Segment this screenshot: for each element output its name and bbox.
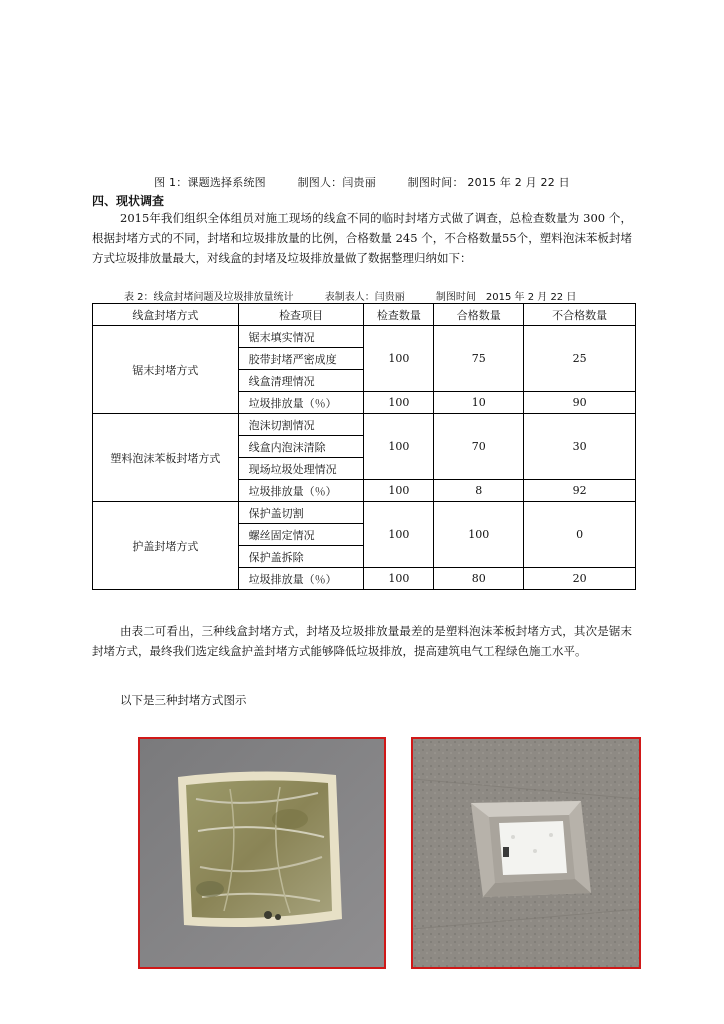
item-cell: 线盒清理情况: [238, 370, 364, 392]
header-fail: 不合格数量: [524, 304, 636, 326]
waste-label-cell: 垃圾排放量（％）: [238, 480, 364, 502]
waste-label-cell: 垃圾排放量（％）: [238, 392, 364, 414]
waste-check-cell: 100: [364, 392, 434, 414]
waste-pass-cell: 8: [434, 480, 524, 502]
header-item: 检查项目: [238, 304, 364, 326]
item-cell: 保护盖切割: [238, 502, 364, 524]
waste-pass-cell: 10: [434, 392, 524, 414]
figure-caption-time: 制图时间： 2015 年 2 月 22 日: [407, 176, 570, 189]
pass-cell: 75: [434, 326, 524, 392]
foam-box-image: [413, 739, 639, 967]
sawdust-box-image: [140, 739, 384, 967]
fail-cell: 30: [524, 414, 636, 480]
table-header-row: [93, 304, 636, 326]
table-row: [93, 326, 636, 348]
waste-fail-cell: 90: [524, 392, 636, 414]
header-method: 线盒封堵方式: [93, 304, 239, 326]
pass-cell: 100: [434, 502, 524, 568]
waste-check-cell: 100: [364, 480, 434, 502]
item-cell: 保护盖拆除: [238, 546, 364, 568]
check-cell: 100: [364, 502, 434, 568]
pass-cell: 70: [434, 414, 524, 480]
method-cell: 护盖封堵方式: [93, 502, 239, 590]
waste-check-cell: 100: [364, 568, 434, 590]
table-caption: [124, 288, 644, 303]
item-cell: 线盒内泡沫清除: [238, 436, 364, 458]
paragraph-figures-intro: 以下是三种封堵方式图示: [120, 693, 247, 707]
item-cell: 泡沫切割情况: [238, 414, 364, 436]
statistics-table: [92, 303, 636, 590]
table-row: [93, 502, 636, 524]
item-cell: 现场垃圾处理情况: [238, 458, 364, 480]
fail-cell: 0: [524, 502, 636, 568]
item-cell: 螺丝固定情况: [238, 524, 364, 546]
check-cell: 100: [364, 414, 434, 480]
waste-fail-cell: 92: [524, 480, 636, 502]
item-cell: 胶带封堵严密成度: [238, 348, 364, 370]
item-cell: 锯末填实情况: [238, 326, 364, 348]
method-cell: 塑料泡沫苯板封堵方式: [93, 414, 239, 502]
fail-cell: 25: [524, 326, 636, 392]
paragraph-survey: 2015年我们组织全体组员对施工现场的线盒不同的临时封堵方式做了调查，总检查数量为 300 个，根据封堵方式的不同，封堵和垃圾排放量的比例，合格数量 245 个，不合格数量55个，塑料泡沫苯板封堵方式垃圾排放量最大，对线盒的封堵及垃圾排放量做了数据整理归纳如下：: [92, 211, 632, 265]
paragraph-conclusion: 由表二可看出，三种线盒封堵方式，封堵及垃圾排放量最差的是塑料泡沫苯板封堵方式，其次是锯末封堵方式，最终我们选定线盒护盖封堵方式能够降低垃圾排放，提高建筑电气工程绿色施工水平。: [92, 624, 632, 658]
waste-fail-cell: 20: [524, 568, 636, 590]
table-caption-time: 制图时间 2015 年 2 月 22 日: [435, 292, 577, 303]
method-cell: 锯末封堵方式: [93, 326, 239, 414]
check-cell: 100: [364, 326, 434, 392]
foam-box-photo: [411, 737, 641, 969]
waste-label-cell: 垃圾排放量（％）: [238, 568, 364, 590]
section-title: 四、现状调查: [92, 194, 165, 208]
figure-caption: [0, 174, 724, 190]
figure-caption-title: 图 1：课题选择系统图: [154, 176, 266, 189]
table-row: [93, 414, 636, 436]
figure-caption-author: 制图人：闫贵丽: [297, 176, 376, 189]
sawdust-box-photo: [138, 737, 386, 969]
waste-pass-cell: 80: [434, 568, 524, 590]
header-pass: 合格数量: [434, 304, 524, 326]
table-caption-author: 表制表人：闫贵丽: [324, 292, 405, 303]
header-check: 检查数量: [364, 304, 434, 326]
table-caption-title: 表 2：线盒封堵问题及垃圾排放量统计: [124, 292, 294, 303]
